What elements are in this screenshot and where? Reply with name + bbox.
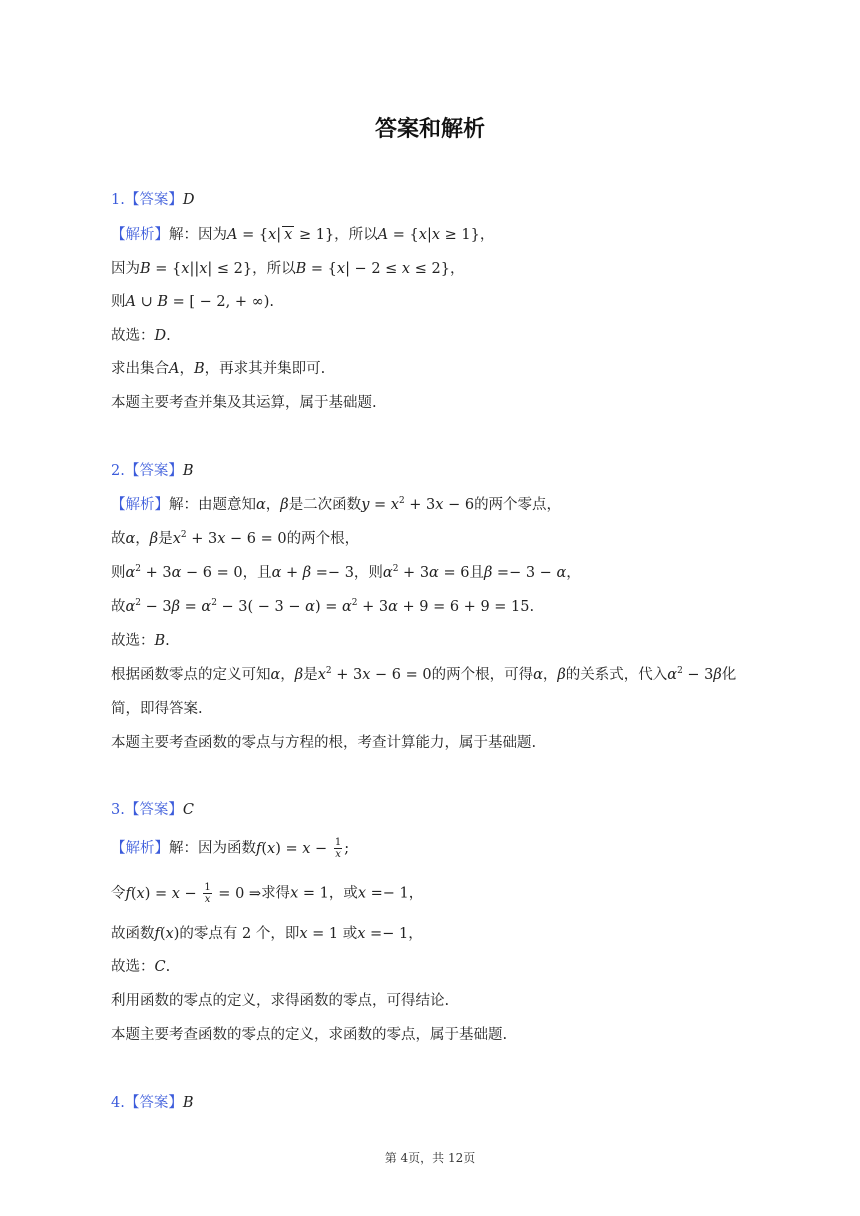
q3-answer-line xyxy=(111,800,194,820)
q1-analysis-line-6: 本题主要考查并集及其运算，属于基础题. xyxy=(111,395,377,411)
q2-analysis-line-6: 根据函数零点的定义可知α，β是$x^2 + 3x - 6 = 0$的两个根，可得α，β的关系式，代入$\alpha^2 - 3\beta$化 xyxy=(111,666,737,683)
q2-analysis-line-5: 故选：B. xyxy=(111,633,170,649)
q1-analysis-line-3: 则A ∪ B = [ − 2, + ∞). xyxy=(111,294,274,310)
q1-analysis-line-5: 求出集合A，B，再求其并集即可. xyxy=(111,361,326,377)
q2-analysis-line-2: 故α，β是$x^2 + 3x - 6 = 0$的两个根， xyxy=(111,530,360,547)
q4-answer-line xyxy=(111,1093,194,1113)
q3-analysis-line-2: 令f(x) = x − $\frac{1}{x}$ = 0 ⇒求得x = 1，或x =− 1， xyxy=(111,882,424,905)
q3-analysis-line-1: 【解析】解：因为函数f(x) = x − $\frac{1}{x}$ ; xyxy=(111,837,350,860)
analysis-tag: 【解析】 xyxy=(111,840,169,857)
q4-answer: B xyxy=(182,1095,194,1111)
q1-analysis-line-1: 【解析】解：因为A = {x| x ≥ 1}，所以A = {x|x ≥ 1}， xyxy=(111,227,495,243)
page-title: 答案和解析 xyxy=(374,117,485,142)
page-footer: 第 4页，共 12页 xyxy=(384,1151,476,1165)
q3-number: 3. xyxy=(111,802,125,818)
q2-number: 2. xyxy=(111,463,125,479)
q3-analysis-line-5: 利用函数的零点的定义，求得函数的零点，可得结论. xyxy=(111,993,450,1009)
q3-analysis-line-4: 故选：C. xyxy=(111,959,171,975)
q3-analysis-line-6: 本题主要考查函数的零点的定义，求函数的零点，属于基础题. xyxy=(111,1027,508,1043)
q1-analysis-line-4: 故选：D. xyxy=(111,328,171,344)
answer-tag: 【答案】 xyxy=(124,802,183,818)
answer-tag: 【答案】 xyxy=(124,192,183,208)
q2-analysis-line-1: 【解析】解：由题意知α，β是二次函数$y = x^2 + 3x - 6$的两个零点， xyxy=(111,496,562,513)
q2-answer-line xyxy=(111,461,194,481)
q2-answer: B xyxy=(182,463,194,479)
q4-number: 4. xyxy=(111,1095,125,1111)
analysis-tag: 【解析】 xyxy=(111,227,169,243)
q3-answer: C xyxy=(182,802,194,818)
q1-analysis-line-2: 因为B = {x||x| ≤ 2}，所以B = {x| − 2 ≤ x ≤ 2}， xyxy=(111,261,465,277)
q2-analysis-line-7: 简，即得答案. xyxy=(111,701,203,717)
analysis-tag: 【解析】 xyxy=(111,497,169,513)
q2-analysis-line-4: 故$\alpha^2 - 3\beta = \alpha^2 - 3( - 3 - \alpha) = \alpha^2 + 3\alpha + 9 = 6 + 9 = 15$. xyxy=(111,598,535,615)
q2-analysis-line-8: 本题主要考查函数的零点与方程的根，考查计算能力，属于基础题. xyxy=(111,735,537,751)
q3-analysis-line-3: 故函数f(x)的零点有 2 个，即x = 1 或x =− 1， xyxy=(111,926,423,942)
answer-tag: 【答案】 xyxy=(124,463,183,479)
q1-answer: D xyxy=(182,192,195,208)
q1-number: 1. xyxy=(111,192,125,208)
q2-analysis-line-3: 则$\alpha^2 + 3\alpha - 6 = 0$，且α + β =− 3，则$\alpha^2 + 3\alpha = 6$且β =− 3 − α， xyxy=(111,564,581,581)
answer-tag: 【答案】 xyxy=(124,1095,183,1111)
q1-answer-line xyxy=(111,190,194,210)
